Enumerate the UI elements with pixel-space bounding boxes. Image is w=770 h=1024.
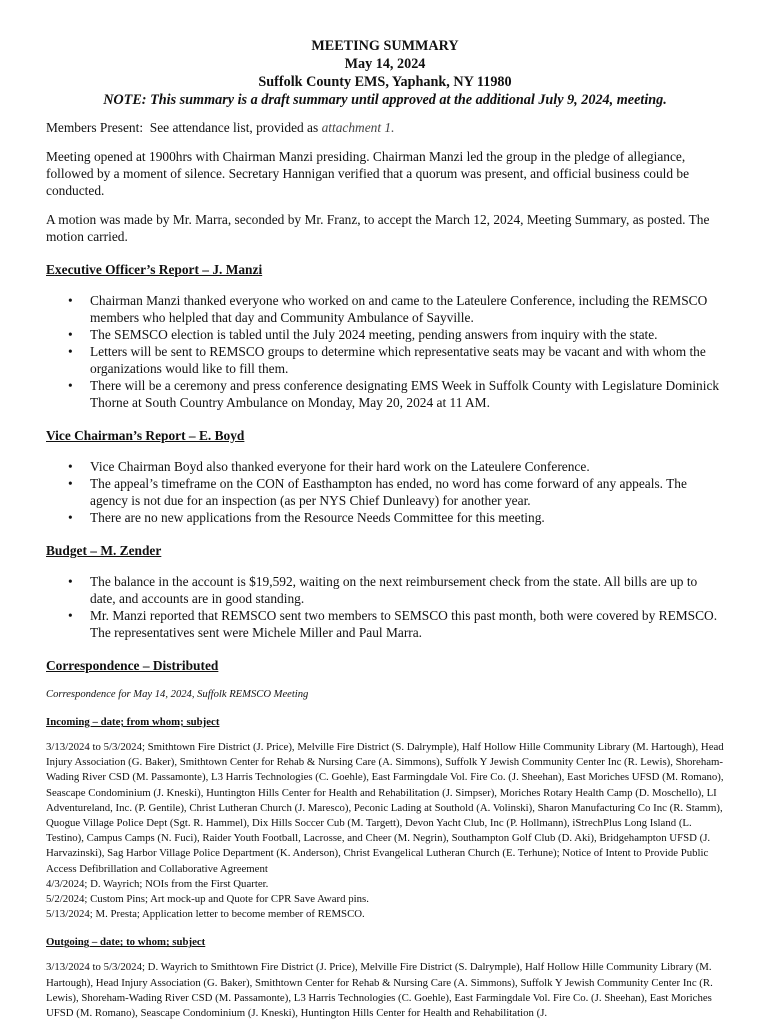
attachment-reference: attachment 1. [321, 120, 395, 135]
members-present [46, 119, 724, 136]
bullet-icon: • [68, 344, 73, 359]
bullet-icon: • [68, 510, 73, 525]
budget-list [46, 573, 724, 641]
incoming-main: 3/13/2024 to 5/3/2024; Smithtown Fire District (J. Price), Melville Fire District (S. Dalrymple), Half Hollow Hille Community Library (M. Hartough), Head Injury Association (G. Baker), Smithtown Center for Rehab & Nursing Care (A. Simmons), Suffolk Y Jewish Community Center Inc (R. Lewis), Shoreham-Wading River CSD (M. Passamonte), L3 Harris Technologies (C. Goehle), East Farmingdale Vol. Fire Co. (J. Sheehan), East Moriches UFSD (M. Romano), Seascape Condominium (J. Kneski), Huntington Hills Center for Health and Rehabilitation (J. Simpser), Moriches Rotary Health Camp (D. Moschello), LI Adventureland, Inc. (P. Gentile), Christ Lutheran Church (J. Maresco), Peconic Lading at Southold (A. Volinski), Sharon Manufacturing Co Inc (R. Stamm), Quogue Village Police Dept (Sgt. R. Hammel), Dix Hills Soccer Cub (M. Targett), Devon Yacht Club, Inc (P. Hollmann), iStrechPlus Long Island (L. Testino), Campus Camps (N. Fuci), Raider Youth Football, Lacrosse, and Cheer (M. Negrin), Southampton Golf Club (D. Aki), Bridgehampton UFSD (J. Harvazinski), Sag Harbor Village Police Department (K. Anderson), Christ Evangelical Lutheran Church (E. Terhune); Notice of Intent to Provide Public Access Defibrillation and Collaborative Agreement [46, 741, 724, 875]
document-title: MEETING SUMMARY [311, 38, 459, 54]
incoming-heading: Incoming – date; from whom; subject [46, 716, 220, 728]
document-header [46, 37, 724, 109]
outgoing-main: 3/13/2024 to 5/3/2024; D. Wayrich to Smithtown Fire District (J. Price), Melville Fire District (S. Dalrymple), Half Hollow Hille Community Library (M. Hartough), Head Injury Association (G. Baker), Smithtown Center for Rehab & Nursing Care (A. Simmons), Suffolk Y Jewish Community Center Inc (R. Lewis), Shoreham-Wading River CSD (M. Passamonte), L3 Harris Technologies (C. Goehle), East Farmingdale Vol. Fire Co. (J. Sheehan), East Moriches UFSD (M. Romano), Seascape Condominium (J. Kneski), Huntington Hills Center for Health and Rehabilitation (J. [46, 961, 713, 1020]
meeting-location: Suffolk County EMS, Yaphank, NY 11980 [258, 74, 512, 90]
bullet-icon: • [68, 608, 73, 623]
bullet-icon: • [68, 378, 73, 393]
list-item: • Mr. Manzi reported that REMSCO sent two members to SEMSCO this past month, both were covered by REMSCO. The representatives sent were Michele Miller and Paul Marra. [68, 608, 718, 640]
incoming-line: 4/3/2024; D. Wayrich; NOIs from the First Quarter. [46, 877, 269, 890]
list-item: • Vice Chairman Boyd also thanked everyone for their hard work on the Lateulere Conference. [68, 459, 590, 474]
list-item: • The SEMSCO election is tabled until the July 2024 meeting, pending answers from inquiry with the state. [68, 327, 658, 342]
vice-chairman-report-heading: Vice Chairman’s Report – E. Boyd [46, 428, 245, 443]
list-item: • There will be a ceremony and press conference designating EMS Week in Suffolk County with Legislature Dominick Thorne at South Country Ambulance on Monday, May 20, 2024 at 11 AM. [68, 378, 720, 410]
list-item: • The balance in the account is $19,592, waiting on the next reimbursement check from the state. All bills are up to date, and accounts are in good standing. [68, 574, 698, 606]
opening-paragraph: Meeting opened at 1900hrs with Chairman Manzi presiding. Chairman Manzi led the group in the pledge of allegiance, followed by a moment of silence. Secretary Hannigan verified that a quorum was present, and official business could be conducted. [46, 149, 690, 198]
executive-report-heading: Executive Officer’s Report – J. Manzi [46, 262, 263, 277]
bullet-icon: • [68, 574, 73, 589]
members-label: Members Present: [46, 120, 144, 135]
vice-chairman-report-list [46, 458, 724, 526]
incoming-line: 5/13/2024; M. Presta; Application letter to become member of REMSCO. [46, 908, 365, 921]
list-item: • Letters will be sent to REMSCO groups to determine which representative seats may be vacant and with whom the organizations would like to fill them. [68, 344, 706, 376]
budget-heading: Budget – M. Zender [46, 543, 162, 558]
list-item: • Chairman Manzi thanked everyone who worked on and came to the Lateulere Conference, including the REMSCO members who helpled that day and Community Ambulance of Sayville. [68, 293, 708, 325]
bullet-icon: • [68, 476, 73, 491]
draft-note: NOTE: This summary is a draft summary until approved at the additional July 9, 2024, meeting. [103, 92, 667, 108]
executive-report-list [46, 292, 724, 411]
bullet-icon: • [68, 327, 73, 342]
members-text: See attendance list, provided as [149, 120, 319, 135]
list-item: • The appeal’s timeframe on the CON of Easthampton has ended, no word has come forward of any appeals. The agency is not due for an inspection (as per NYS Chief Dunleavy) for another year. [68, 476, 687, 508]
correspondence-heading: Correspondence – Distributed [46, 658, 219, 673]
meeting-date: May 14, 2024 [344, 56, 426, 72]
correspondence-subtitle: Correspondence for May 14, 2024, Suffolk REMSCO Meeting [46, 689, 309, 700]
outgoing-heading: Outgoing – date; to whom; subject [46, 936, 206, 949]
incoming-line: 5/2/2024; Custom Pins; Art mock-up and Quote for CPR Save Award pins. [46, 893, 369, 906]
list-item: • There are no new applications from the Resource Needs Committee for this meeting. [68, 510, 545, 525]
bullet-icon: • [68, 459, 73, 474]
bullet-icon: • [68, 293, 73, 308]
motion-paragraph: A motion was made by Mr. Marra, seconded by Mr. Franz, to accept the March 12, 2024, Meeting Summary, as posted. The motion carried. [46, 212, 710, 244]
